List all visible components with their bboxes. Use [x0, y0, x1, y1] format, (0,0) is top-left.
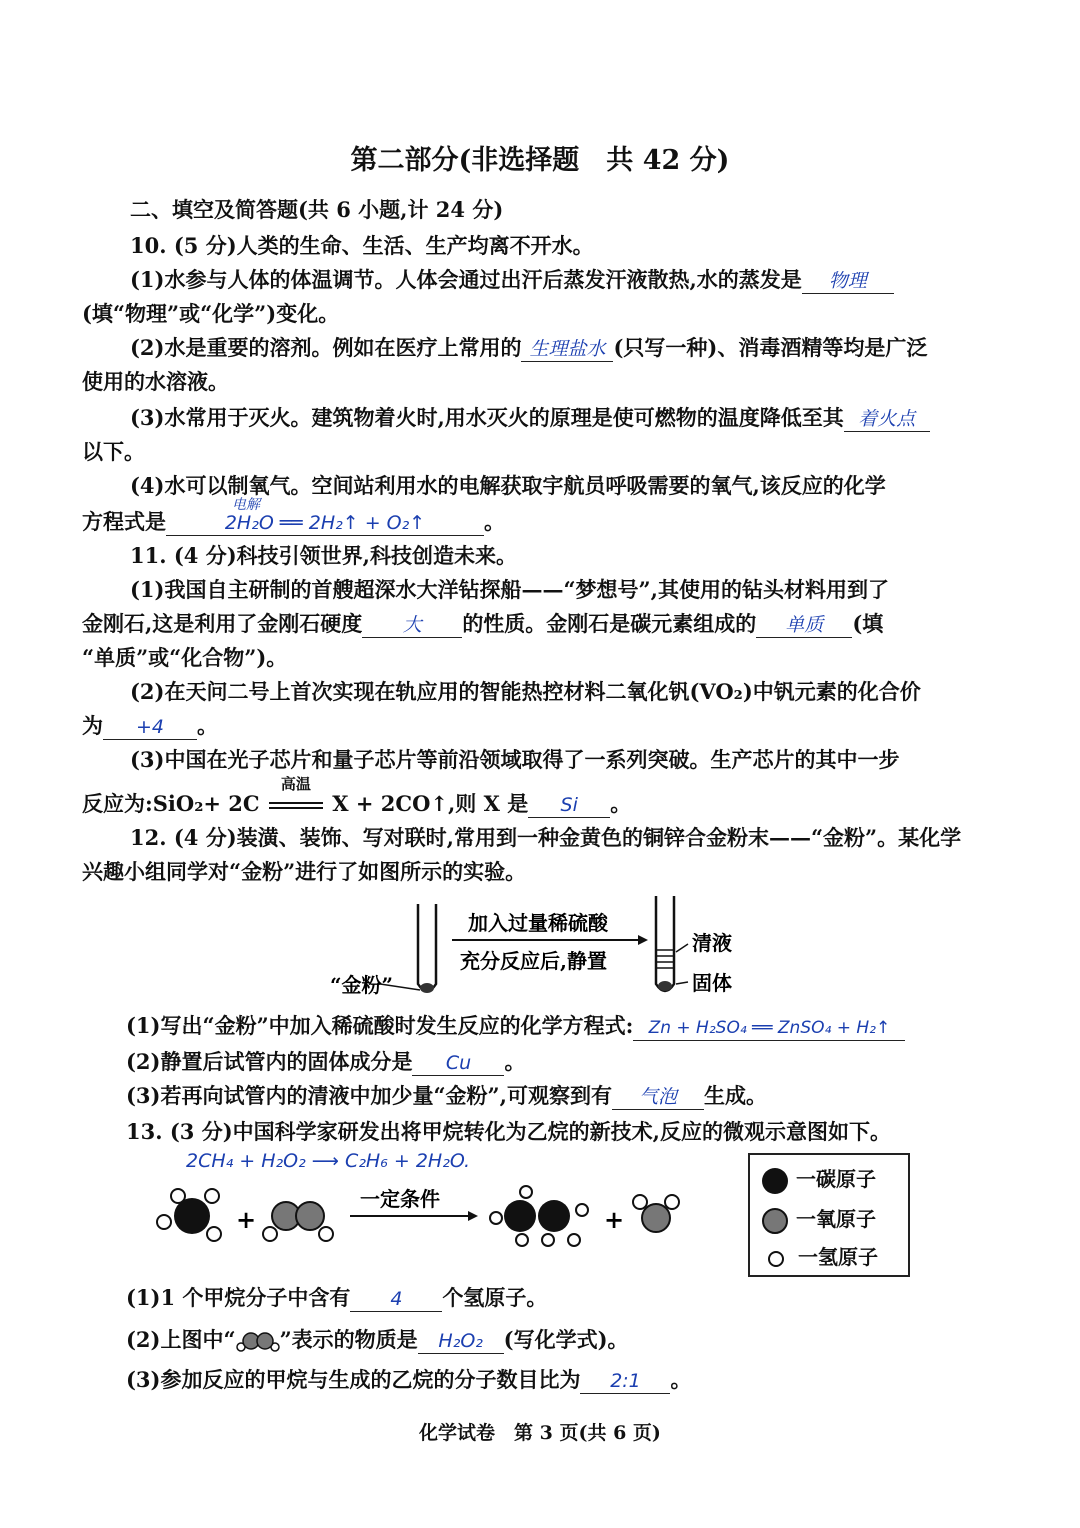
q13-p3-end: 。 [670, 1367, 692, 1392]
q11-part1-line2 [82, 610, 883, 638]
q13-p2-answer: H₂O₂ [418, 1329, 504, 1354]
hydrogen-atom-icon [768, 1251, 784, 1267]
q12-stem-line1: 12. (4 分)装潢、装饰、写对联时,常用到一种金黄色的铜锌合金粉末——“金粉”。某化学 [130, 825, 962, 850]
q11-part2-line1: (2)在天问二号上首次实现在轨应用的智能热控材料二氧化钒(VO₂)中钒元素的化合价 [130, 679, 921, 704]
q12-part3 [126, 1082, 767, 1110]
q10-p4-text: 方程式是 [82, 509, 166, 534]
carbon-atom-icon [762, 1168, 788, 1194]
q10-part4-line1: (4)水可以制氧气。空间站利用水的电解获取宇航员呼吸需要的氧气,该反应的化学 [130, 473, 886, 498]
q12-experiment-diagram [320, 892, 780, 1012]
q13-p2-text3: (写化学式)。 [503, 1327, 629, 1352]
q13-p1-text2: 个氢原子。 [442, 1285, 548, 1310]
q10-p3-answer: 着火点 [844, 407, 930, 432]
q11-part3-line2 [82, 775, 632, 818]
diagram-arrow-bottom: 充分反应后,静置 [460, 949, 607, 973]
q13-legend [748, 1153, 910, 1277]
q10-part3-line2: 以下。 [82, 439, 145, 464]
q11-p2-answer: +4 [103, 715, 197, 740]
q10-p4-end: 。 [484, 509, 505, 534]
q11-p1-text3: (填 [852, 611, 884, 636]
hydrogen-peroxide-molecule-icon [263, 1202, 333, 1241]
q13-reaction-diagram [150, 1176, 690, 1256]
q10-part2-line1 [130, 334, 927, 362]
q13-p3-text: (3)参加反应的甲烷与生成的乙烷的分子数目比为 [126, 1367, 581, 1392]
water-molecule-icon [633, 1195, 679, 1232]
q10-p1-answer: 物理 [802, 269, 894, 294]
q11-p3-end: 。 [610, 791, 632, 816]
diagram-right-label2: 固体 [692, 971, 732, 995]
q10-stem: 10. (5 分)人类的生命、生活、生产均离不开水。 [130, 233, 594, 258]
q10-p4-answer: 2H₂O ══ 2H₂↑ + O₂↑ [166, 511, 484, 536]
diagram-left-label: “金粉” [330, 973, 394, 997]
q12-p3-text: (3)若再向试管内的清液中加少量“金粉”,可观察到有 [126, 1083, 612, 1108]
right-test-tube-icon [656, 896, 674, 991]
q11-stem: 11. (4 分)科技引领世界,科技创造未来。 [130, 543, 517, 568]
q12-part1 [126, 1012, 905, 1041]
q11-part1-line1: (1)我国自主研制的首艘超深水大洋钻探船——“梦想号”,其使用的钻头材料用到了 [130, 577, 889, 602]
q12-p2-text: (2)静置后试管内的固体成分是 [126, 1049, 413, 1074]
q10-p1-text: (1)水参与人体的体温调节。人体会通过出汗后蒸发汗液散热,水的蒸发是 [130, 267, 802, 292]
q10-p3-text: (3)水常用于灭火。建筑物着火时,用水灭火的原理是使可燃物的温度降低至其 [130, 405, 844, 430]
legend-hydrogen [762, 1241, 878, 1270]
q13-part2 [126, 1326, 629, 1354]
q11-p2-text: 为 [82, 713, 103, 738]
q11-p3-condition: 高温 [280, 775, 311, 793]
q12-p1-text: (1)写出“金粉”中加入稀硫酸时发生反应的化学方程式: [126, 1013, 634, 1038]
solid-residue-icon [658, 981, 672, 991]
q12-p2-end: 。 [504, 1049, 526, 1074]
q12-stem-line2: 兴趣小组同学对“金粉”进行了如图所示的实验。 [82, 859, 527, 884]
svg-text:+: + [604, 1205, 625, 1234]
q11-part2-line2 [82, 712, 218, 740]
q13-stem: 13. (3 分)中国科学家研发出将甲烷转化为乙烷的新技术,反应的微观示意图如下。 [126, 1119, 891, 1144]
q11-p1-text2: 的性质。金刚石是碳元素组成的 [462, 611, 757, 636]
legend-oxygen-label: 一氧原子 [796, 1207, 876, 1231]
q12-p1-answer: Zn + H₂SO₄ ══ ZnSO₄ + H₂↑ [633, 1016, 905, 1041]
page-title: 第二部分(非选择题 共 42 分) [350, 145, 730, 176]
q13-p1-answer: 4 [350, 1287, 442, 1312]
legend-carbon-label: 一碳原子 [796, 1167, 876, 1191]
q11-p2-end: 。 [197, 713, 218, 738]
methane-molecule-icon [157, 1189, 221, 1241]
q12-p3-text2: 生成。 [703, 1083, 767, 1108]
q13-part1 [126, 1284, 547, 1312]
q11-p1-answer2: 单质 [756, 613, 852, 638]
section-heading: 二、填空及简答题(共 6 小题,计 24 分) [130, 197, 504, 222]
q12-part2 [126, 1048, 525, 1076]
q13-p1-text: (1)1 个甲烷分子中含有 [126, 1285, 351, 1310]
legend-oxygen [762, 1203, 876, 1234]
q10-p2-text: (2)水是重要的溶剂。例如在医疗上常用的 [130, 335, 522, 360]
q11-p1-text: 金刚石,这是利用了金刚石硬度 [82, 611, 363, 636]
q11-p3-text: 反应为:SiO₂+ 2C [82, 791, 260, 816]
q13-arrow-label: 一定条件 [360, 1187, 440, 1211]
q10-part2-line2: 使用的水溶液。 [82, 369, 229, 394]
legend-carbon [762, 1163, 876, 1194]
oxygen-atom-icon [762, 1208, 788, 1234]
q13-p2-text: (2)上图中“ [126, 1327, 236, 1352]
diagram-right-label1: 清液 [692, 931, 732, 955]
gold-powder-icon [420, 983, 434, 993]
q12-p3-answer: 气泡 [612, 1085, 704, 1110]
page-footer: 化学试卷 第 3 页(共 6 页) [419, 1422, 661, 1444]
diagram-arrow-top: 加入过量稀硫酸 [468, 911, 608, 935]
q10-p2-answer: 生理盐水 [521, 337, 613, 362]
q13-p3-answer: 2:1 [580, 1369, 670, 1394]
q11-p3-answer: Si [528, 793, 610, 818]
q11-p3-condition-arrow [267, 775, 325, 818]
left-test-tube-icon [418, 904, 436, 991]
ethane-molecule-icon [490, 1186, 588, 1246]
q10-part1-line1 [130, 266, 894, 294]
q10-part3-line1 [130, 404, 930, 432]
q13-part3 [126, 1366, 691, 1394]
q11-part3-line1: (3)中国在光子芯片和量子芯片等前沿领域取得了一系列突破。生产芯片的其中一步 [130, 747, 900, 772]
q11-part1-line3: “单质”或“化合物”)。 [82, 645, 288, 670]
legend-hydrogen-label: 一氢原子 [798, 1245, 878, 1269]
q10-p2-text2: (只写一种)、消毒酒精等均是广泛 [613, 335, 928, 360]
h2o2-inline-icon [236, 1331, 280, 1353]
svg-text:+: + [236, 1205, 257, 1234]
q10-p4-condition: 电解 [232, 497, 260, 513]
q11-p1-answer1: 大 [362, 613, 462, 638]
q11-p3-text2: X + 2CO↑,则 X 是 [332, 791, 529, 816]
q13-p2-text2: ”表示的物质是 [279, 1327, 418, 1352]
q12-p2-answer: Cu [412, 1051, 504, 1076]
q13-handwritten-equation: 2CH₄ + H₂O₂ ⟶ C₂H₆ + 2H₂O. [186, 1150, 471, 1172]
q10-part1-line2: (填“物理”或“化学”)变化。 [82, 301, 340, 326]
q10-part4-line2 [82, 508, 505, 536]
